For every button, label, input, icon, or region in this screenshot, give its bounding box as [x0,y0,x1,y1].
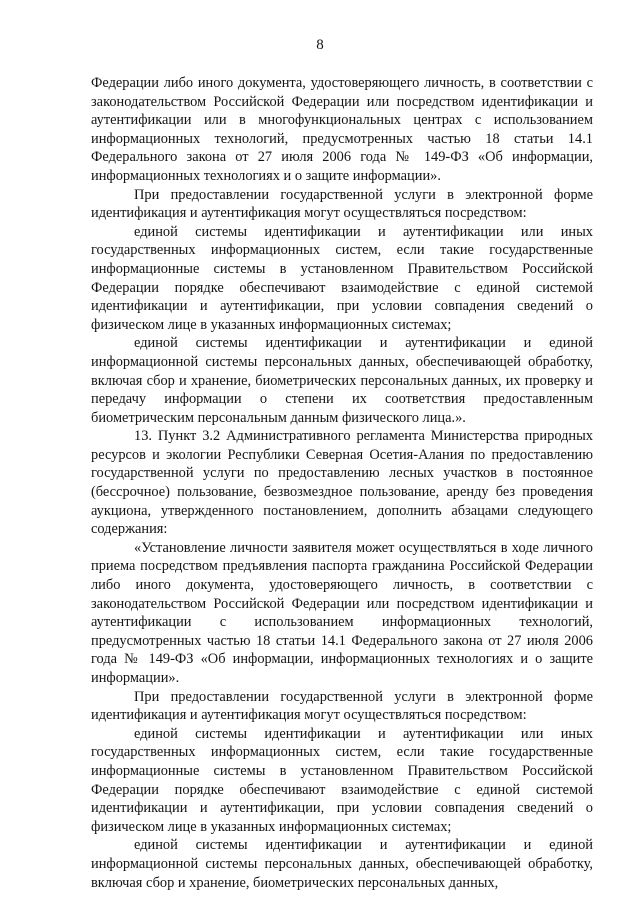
paragraph: Федерации либо иного документа, удостоверяющего личность, в соответствии с законодательством Российской Федерации или посредством идентификации и аутентификации или в многофункциональных центрах с использованием информационных технологий, предусмотренных частью 18 статьи 14.1 Федерального закона от 27 июля 2006 года № 149-ФЗ «Об информации, информационных технологиях и о защите информации». [91,75,593,184]
paragraph: единой системы идентификации и аутентификации или иных государственных информационных систем, если такие государственные информационные системы в установленном Правительством Российской Федерации порядке обеспечивают взаимодействие с единой системой идентификации и аутентификации, при условии совпадения сведений о физическом лице в указанных информационных системах; [91,725,593,835]
paragraph: При предоставлении государственной услуги в электронной форме идентификация и аутентификация могут осуществляться посредством: [91,186,593,222]
paragraph: «Установление личности заявителя может осуществляться в ходе личного приема посредством предъявления паспорта гражданина Российской Федерации либо иного документа, удостоверяющего личность, в соответствии с законодательством Российской Федерации или посредством идентификации и аутентификации с использованием информационных технологий, предусмотренных частью 18 статьи 14.1 Федерального закона от 27 июля 2006 года № 149-ФЗ «Об информации, информационных технологиях и о защите информации». [91,539,593,686]
body-text [91,74,593,892]
page-number: 8 [316,37,324,53]
paragraph: единой системы идентификации и аутентификации и единой информационной системы персональных данных, обеспечивающей обработку, включая сбор и хранение, биометрических персональных данных, [91,837,593,891]
paragraph: единой системы идентификации и аутентификации и единой информационной системы персональных данных, обеспечивающей обработку, включая сбор и хранение, биометрических персональных данных, их проверку и передачу информации о степени их соответствия предоставленным биометрическим персональным данным физического лица.». [91,335,593,426]
paragraph: При предоставлении государственной услуги в электронной форме идентификация и аутентификация могут осуществляться посредством: [91,688,593,724]
paragraph: единой системы идентификации и аутентификации или иных государственных информационных систем, если такие государственные информационные системы в установленном Правительством Российской Федерации порядке обеспечивают взаимодействие с единой системой идентификации и аутентификации, при условии совпадения сведений о физическом лице в указанных информационных системах; [91,223,593,333]
paragraph: 13. Пункт 3.2 Административного регламента Министерства природных ресурсов и экологии Республики Северная Осетия-Алания по предоставлению государственной услуги по предоставлению лесных участков в постоянное (бессрочное) пользование, безвозмездное пользование, аренду без проведения аукциона, утвержденного постановлением, дополнить абзацами следующего содержания: [91,428,593,538]
